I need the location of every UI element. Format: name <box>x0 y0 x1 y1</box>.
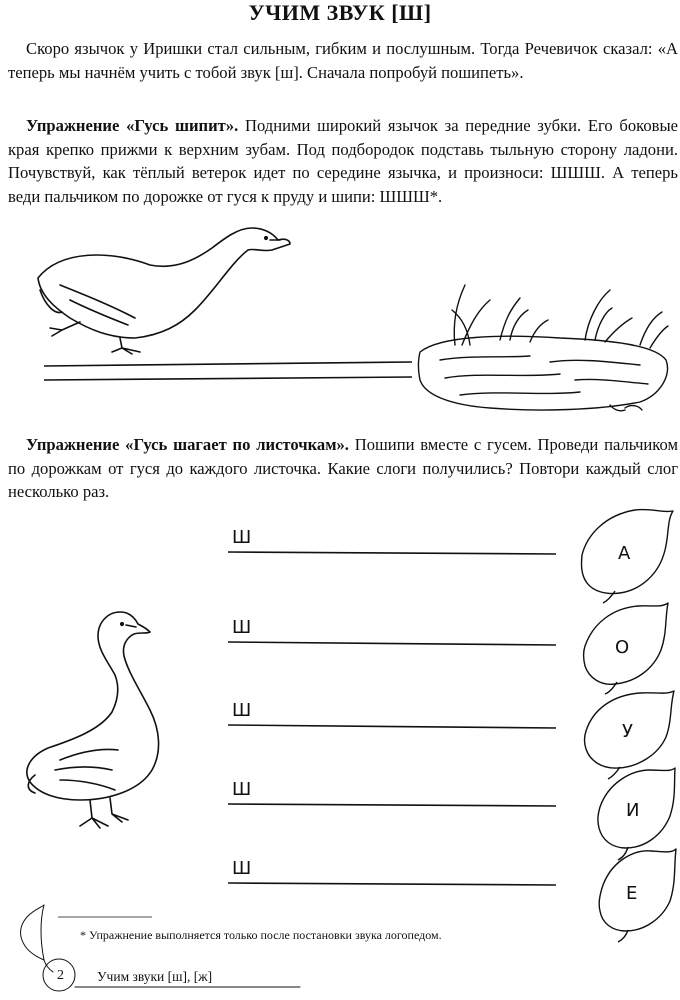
running-head: Учим звуки [ш], [ж] <box>97 969 213 984</box>
exercise1-heading: Упражнение «Гусь шипит». <box>26 116 239 135</box>
leaf-e <box>599 849 676 942</box>
syllable-consonant-2: Ш <box>232 617 252 638</box>
syllable-consonant-4: Ш <box>232 779 252 800</box>
page-number: 2 <box>57 968 64 983</box>
leaf-vowel-4: И <box>626 800 640 821</box>
path-line-upper <box>44 362 412 366</box>
syllable-consonant-5: Ш <box>232 858 252 879</box>
leaf-vowel-2: О <box>615 637 630 658</box>
syllable-lines <box>228 552 556 885</box>
exercise2-text: Пошипи вместе с гусем. Проведи пальчиком по дорожкам от гуся до каждого листочка. Какие слоги получились? Повтори каждый слог несколько раз. <box>8 435 678 501</box>
running-goose-illustration <box>38 228 290 354</box>
leaf-vowel-5: Е <box>626 883 638 904</box>
leaf-vowel-1: А <box>618 543 631 564</box>
footnote: * Упражнение выполняется только после постановки звука логопедом. <box>80 928 442 942</box>
exercise1-text: Подними широкий язычок за передние зубки. Его боковые края крепко прижми к верхним зубам. Под подбородок подставь тыльную сторону ладони. Почувствуй, как тёплый ветерок идет по середине язычка, и произноси: ШШШ. А теперь веди пальчиком по дорожке от гуся к пруду и шипи: ШШШ*. <box>8 116 678 206</box>
syllable-consonant-3: Ш <box>232 700 252 721</box>
syllable-consonant-1: Ш <box>232 527 252 548</box>
path-line-lower <box>44 377 412 380</box>
standing-goose-illustration <box>27 612 159 828</box>
leaf-vowel-3: У <box>622 721 633 742</box>
intro-text: Скоро язычок у Иришки стал сильным, гибким и послушным. Тогда Речевичок сказал: «А теперь мы начнём учить с тобой звук [ш]. Сначала попробуй пошипеть». <box>8 39 678 82</box>
exercise2-heading: Упражнение «Гусь шагает по листочкам». <box>26 435 349 454</box>
pond-illustration <box>419 285 669 411</box>
page-title: УЧИМ ЗВУК [Ш] <box>248 0 432 25</box>
